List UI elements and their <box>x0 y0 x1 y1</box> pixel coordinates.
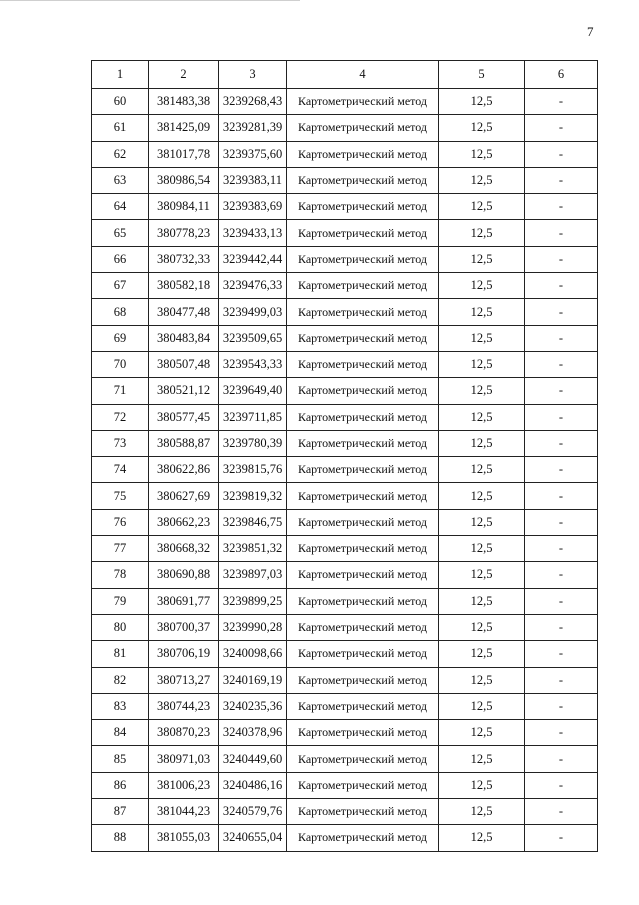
table-row <box>92 667 598 693</box>
accuracy-cell: 12,5 <box>439 167 525 193</box>
column-header-4: 4 <box>287 61 439 89</box>
method-cell: Картометрический метод <box>287 457 439 483</box>
accuracy-cell: 12,5 <box>439 194 525 220</box>
y-coordinate-cell: 3239543,33 <box>219 351 287 377</box>
note-cell: - <box>525 246 598 272</box>
y-coordinate-cell: 3240098,66 <box>219 641 287 667</box>
point-number-cell: 66 <box>92 246 149 272</box>
note-cell: - <box>525 720 598 746</box>
note-cell: - <box>525 536 598 562</box>
accuracy-cell: 12,5 <box>439 588 525 614</box>
table-row <box>92 588 598 614</box>
note-cell: - <box>525 614 598 640</box>
accuracy-cell: 12,5 <box>439 273 525 299</box>
point-number-cell: 69 <box>92 325 149 351</box>
accuracy-cell: 12,5 <box>439 220 525 246</box>
accuracy-cell: 12,5 <box>439 299 525 325</box>
point-number-cell: 82 <box>92 667 149 693</box>
table-row <box>92 430 598 456</box>
point-number-cell: 74 <box>92 457 149 483</box>
y-coordinate-cell: 3239499,03 <box>219 299 287 325</box>
x-coordinate-cell: 380668,32 <box>149 536 219 562</box>
note-cell: - <box>525 667 598 693</box>
note-cell: - <box>525 746 598 772</box>
table-row <box>92 115 598 141</box>
note-cell: - <box>525 641 598 667</box>
table-row <box>92 325 598 351</box>
note-cell: - <box>525 509 598 535</box>
column-header-1: 1 <box>92 61 149 89</box>
method-cell: Картометрический метод <box>287 351 439 377</box>
method-cell: Картометрический метод <box>287 378 439 404</box>
y-coordinate-cell: 3239281,39 <box>219 115 287 141</box>
accuracy-cell: 12,5 <box>439 746 525 772</box>
x-coordinate-cell: 380984,11 <box>149 194 219 220</box>
table-row <box>92 799 598 825</box>
y-coordinate-cell: 3240655,04 <box>219 825 287 851</box>
y-coordinate-cell: 3239846,75 <box>219 509 287 535</box>
table-row <box>92 351 598 377</box>
x-coordinate-cell: 380732,33 <box>149 246 219 272</box>
accuracy-cell: 12,5 <box>439 457 525 483</box>
table-row <box>92 483 598 509</box>
coordinates-table <box>91 60 598 852</box>
method-cell: Картометрический метод <box>287 246 439 272</box>
note-cell: - <box>525 194 598 220</box>
method-cell: Картометрический метод <box>287 825 439 851</box>
y-coordinate-cell: 3239899,25 <box>219 588 287 614</box>
table-row <box>92 825 598 851</box>
method-cell: Картометрический метод <box>287 693 439 719</box>
accuracy-cell: 12,5 <box>439 614 525 640</box>
method-cell: Картометрический метод <box>287 588 439 614</box>
y-coordinate-cell: 3240378,96 <box>219 720 287 746</box>
table-row <box>92 772 598 798</box>
x-coordinate-cell: 380971,03 <box>149 746 219 772</box>
method-cell: Картометрический метод <box>287 667 439 693</box>
column-header-3: 3 <box>219 61 287 89</box>
accuracy-cell: 12,5 <box>439 825 525 851</box>
method-cell: Картометрический метод <box>287 562 439 588</box>
y-coordinate-cell: 3240449,60 <box>219 746 287 772</box>
method-cell: Картометрический метод <box>287 641 439 667</box>
accuracy-cell: 12,5 <box>439 799 525 825</box>
table-row <box>92 693 598 719</box>
table-row <box>92 562 598 588</box>
accuracy-cell: 12,5 <box>439 404 525 430</box>
page-number: 7 <box>587 24 594 39</box>
x-coordinate-cell: 380588,87 <box>149 430 219 456</box>
method-cell: Картометрический метод <box>287 220 439 246</box>
accuracy-cell: 12,5 <box>439 115 525 141</box>
y-coordinate-cell: 3239815,76 <box>219 457 287 483</box>
y-coordinate-cell: 3240169,19 <box>219 667 287 693</box>
note-cell: - <box>525 693 598 719</box>
table-row <box>92 378 598 404</box>
y-coordinate-cell: 3239509,65 <box>219 325 287 351</box>
accuracy-cell: 12,5 <box>439 141 525 167</box>
method-cell: Картометрический метод <box>287 167 439 193</box>
x-coordinate-cell: 380986,54 <box>149 167 219 193</box>
method-cell: Картометрический метод <box>287 746 439 772</box>
table-row <box>92 220 598 246</box>
note-cell: - <box>525 772 598 798</box>
accuracy-cell: 12,5 <box>439 772 525 798</box>
table-row <box>92 746 598 772</box>
method-cell: Картометрический метод <box>287 430 439 456</box>
point-number-cell: 61 <box>92 115 149 141</box>
point-number-cell: 62 <box>92 141 149 167</box>
y-coordinate-cell: 3240579,76 <box>219 799 287 825</box>
note-cell: - <box>525 378 598 404</box>
x-coordinate-cell: 381006,23 <box>149 772 219 798</box>
y-coordinate-cell: 3239383,11 <box>219 167 287 193</box>
method-cell: Картометрический метод <box>287 483 439 509</box>
point-number-cell: 80 <box>92 614 149 640</box>
x-coordinate-cell: 381017,78 <box>149 141 219 167</box>
y-coordinate-cell: 3240486,16 <box>219 772 287 798</box>
point-number-cell: 65 <box>92 220 149 246</box>
point-number-cell: 79 <box>92 588 149 614</box>
note-cell: - <box>525 220 598 246</box>
point-number-cell: 77 <box>92 536 149 562</box>
x-coordinate-cell: 380627,69 <box>149 483 219 509</box>
x-coordinate-cell: 381425,09 <box>149 115 219 141</box>
x-coordinate-cell: 380483,84 <box>149 325 219 351</box>
point-number-cell: 75 <box>92 483 149 509</box>
point-number-cell: 86 <box>92 772 149 798</box>
y-coordinate-cell: 3239476,33 <box>219 273 287 299</box>
x-coordinate-cell: 380662,23 <box>149 509 219 535</box>
method-cell: Картометрический метод <box>287 404 439 430</box>
method-cell: Картометрический метод <box>287 273 439 299</box>
note-cell: - <box>525 325 598 351</box>
y-coordinate-cell: 3239649,40 <box>219 378 287 404</box>
note-cell: - <box>525 457 598 483</box>
x-coordinate-cell: 380521,12 <box>149 378 219 404</box>
accuracy-cell: 12,5 <box>439 351 525 377</box>
x-coordinate-cell: 380700,37 <box>149 614 219 640</box>
point-number-cell: 63 <box>92 167 149 193</box>
table-row <box>92 299 598 325</box>
point-number-cell: 72 <box>92 404 149 430</box>
point-number-cell: 76 <box>92 509 149 535</box>
note-cell: - <box>525 351 598 377</box>
accuracy-cell: 12,5 <box>439 667 525 693</box>
note-cell: - <box>525 825 598 851</box>
table-row <box>92 273 598 299</box>
y-coordinate-cell: 3240235,36 <box>219 693 287 719</box>
table-row <box>92 720 598 746</box>
point-number-cell: 64 <box>92 194 149 220</box>
table-row <box>92 167 598 193</box>
table-row <box>92 457 598 483</box>
x-coordinate-cell: 380870,23 <box>149 720 219 746</box>
point-number-cell: 71 <box>92 378 149 404</box>
table-row <box>92 89 598 115</box>
table-body <box>92 89 598 852</box>
note-cell: - <box>525 273 598 299</box>
note-cell: - <box>525 167 598 193</box>
method-cell: Картометрический метод <box>287 614 439 640</box>
note-cell: - <box>525 299 598 325</box>
method-cell: Картометрический метод <box>287 115 439 141</box>
x-coordinate-cell: 381044,23 <box>149 799 219 825</box>
table-row <box>92 536 598 562</box>
note-cell: - <box>525 562 598 588</box>
x-coordinate-cell: 380577,45 <box>149 404 219 430</box>
y-coordinate-cell: 3239851,32 <box>219 536 287 562</box>
table-row <box>92 509 598 535</box>
method-cell: Картометрический метод <box>287 89 439 115</box>
note-cell: - <box>525 115 598 141</box>
x-coordinate-cell: 380690,88 <box>149 562 219 588</box>
note-cell: - <box>525 404 598 430</box>
y-coordinate-cell: 3239897,03 <box>219 562 287 588</box>
method-cell: Картометрический метод <box>287 509 439 535</box>
note-cell: - <box>525 430 598 456</box>
accuracy-cell: 12,5 <box>439 641 525 667</box>
column-header-5: 5 <box>439 61 525 89</box>
y-coordinate-cell: 3239819,32 <box>219 483 287 509</box>
accuracy-cell: 12,5 <box>439 509 525 535</box>
note-cell: - <box>525 141 598 167</box>
x-coordinate-cell: 380778,23 <box>149 220 219 246</box>
table-row <box>92 404 598 430</box>
x-coordinate-cell: 380691,77 <box>149 588 219 614</box>
point-number-cell: 81 <box>92 641 149 667</box>
x-coordinate-cell: 381483,38 <box>149 89 219 115</box>
y-coordinate-cell: 3239383,69 <box>219 194 287 220</box>
x-coordinate-cell: 380713,27 <box>149 667 219 693</box>
point-number-cell: 68 <box>92 299 149 325</box>
x-coordinate-cell: 380507,48 <box>149 351 219 377</box>
point-number-cell: 60 <box>92 89 149 115</box>
method-cell: Картометрический метод <box>287 325 439 351</box>
point-number-cell: 84 <box>92 720 149 746</box>
x-coordinate-cell: 380706,19 <box>149 641 219 667</box>
x-coordinate-cell: 380744,23 <box>149 693 219 719</box>
point-number-cell: 88 <box>92 825 149 851</box>
table-row <box>92 141 598 167</box>
x-coordinate-cell: 380622,86 <box>149 457 219 483</box>
point-number-cell: 70 <box>92 351 149 377</box>
x-coordinate-cell: 380582,18 <box>149 273 219 299</box>
note-cell: - <box>525 89 598 115</box>
point-number-cell: 87 <box>92 799 149 825</box>
y-coordinate-cell: 3239375,60 <box>219 141 287 167</box>
scan-edge-line <box>0 0 300 1</box>
point-number-cell: 78 <box>92 562 149 588</box>
point-number-cell: 73 <box>92 430 149 456</box>
accuracy-cell: 12,5 <box>439 693 525 719</box>
accuracy-cell: 12,5 <box>439 562 525 588</box>
accuracy-cell: 12,5 <box>439 720 525 746</box>
y-coordinate-cell: 3239442,44 <box>219 246 287 272</box>
accuracy-cell: 12,5 <box>439 89 525 115</box>
method-cell: Картометрический метод <box>287 536 439 562</box>
y-coordinate-cell: 3239711,85 <box>219 404 287 430</box>
table-row <box>92 614 598 640</box>
table-header-row <box>92 61 598 89</box>
note-cell: - <box>525 799 598 825</box>
point-number-cell: 83 <box>92 693 149 719</box>
accuracy-cell: 12,5 <box>439 246 525 272</box>
note-cell: - <box>525 588 598 614</box>
column-header-2: 2 <box>149 61 219 89</box>
y-coordinate-cell: 3239780,39 <box>219 430 287 456</box>
method-cell: Картометрический метод <box>287 194 439 220</box>
method-cell: Картометрический метод <box>287 720 439 746</box>
point-number-cell: 85 <box>92 746 149 772</box>
method-cell: Картометрический метод <box>287 772 439 798</box>
method-cell: Картометрический метод <box>287 799 439 825</box>
x-coordinate-cell: 381055,03 <box>149 825 219 851</box>
accuracy-cell: 12,5 <box>439 430 525 456</box>
accuracy-cell: 12,5 <box>439 325 525 351</box>
y-coordinate-cell: 3239433,13 <box>219 220 287 246</box>
table-row <box>92 246 598 272</box>
column-header-6: 6 <box>525 61 598 89</box>
y-coordinate-cell: 3239268,43 <box>219 89 287 115</box>
method-cell: Картометрический метод <box>287 141 439 167</box>
table-row <box>92 194 598 220</box>
note-cell: - <box>525 483 598 509</box>
table-row <box>92 641 598 667</box>
x-coordinate-cell: 380477,48 <box>149 299 219 325</box>
point-number-cell: 67 <box>92 273 149 299</box>
y-coordinate-cell: 3239990,28 <box>219 614 287 640</box>
accuracy-cell: 12,5 <box>439 536 525 562</box>
accuracy-cell: 12,5 <box>439 483 525 509</box>
method-cell: Картометрический метод <box>287 299 439 325</box>
accuracy-cell: 12,5 <box>439 378 525 404</box>
